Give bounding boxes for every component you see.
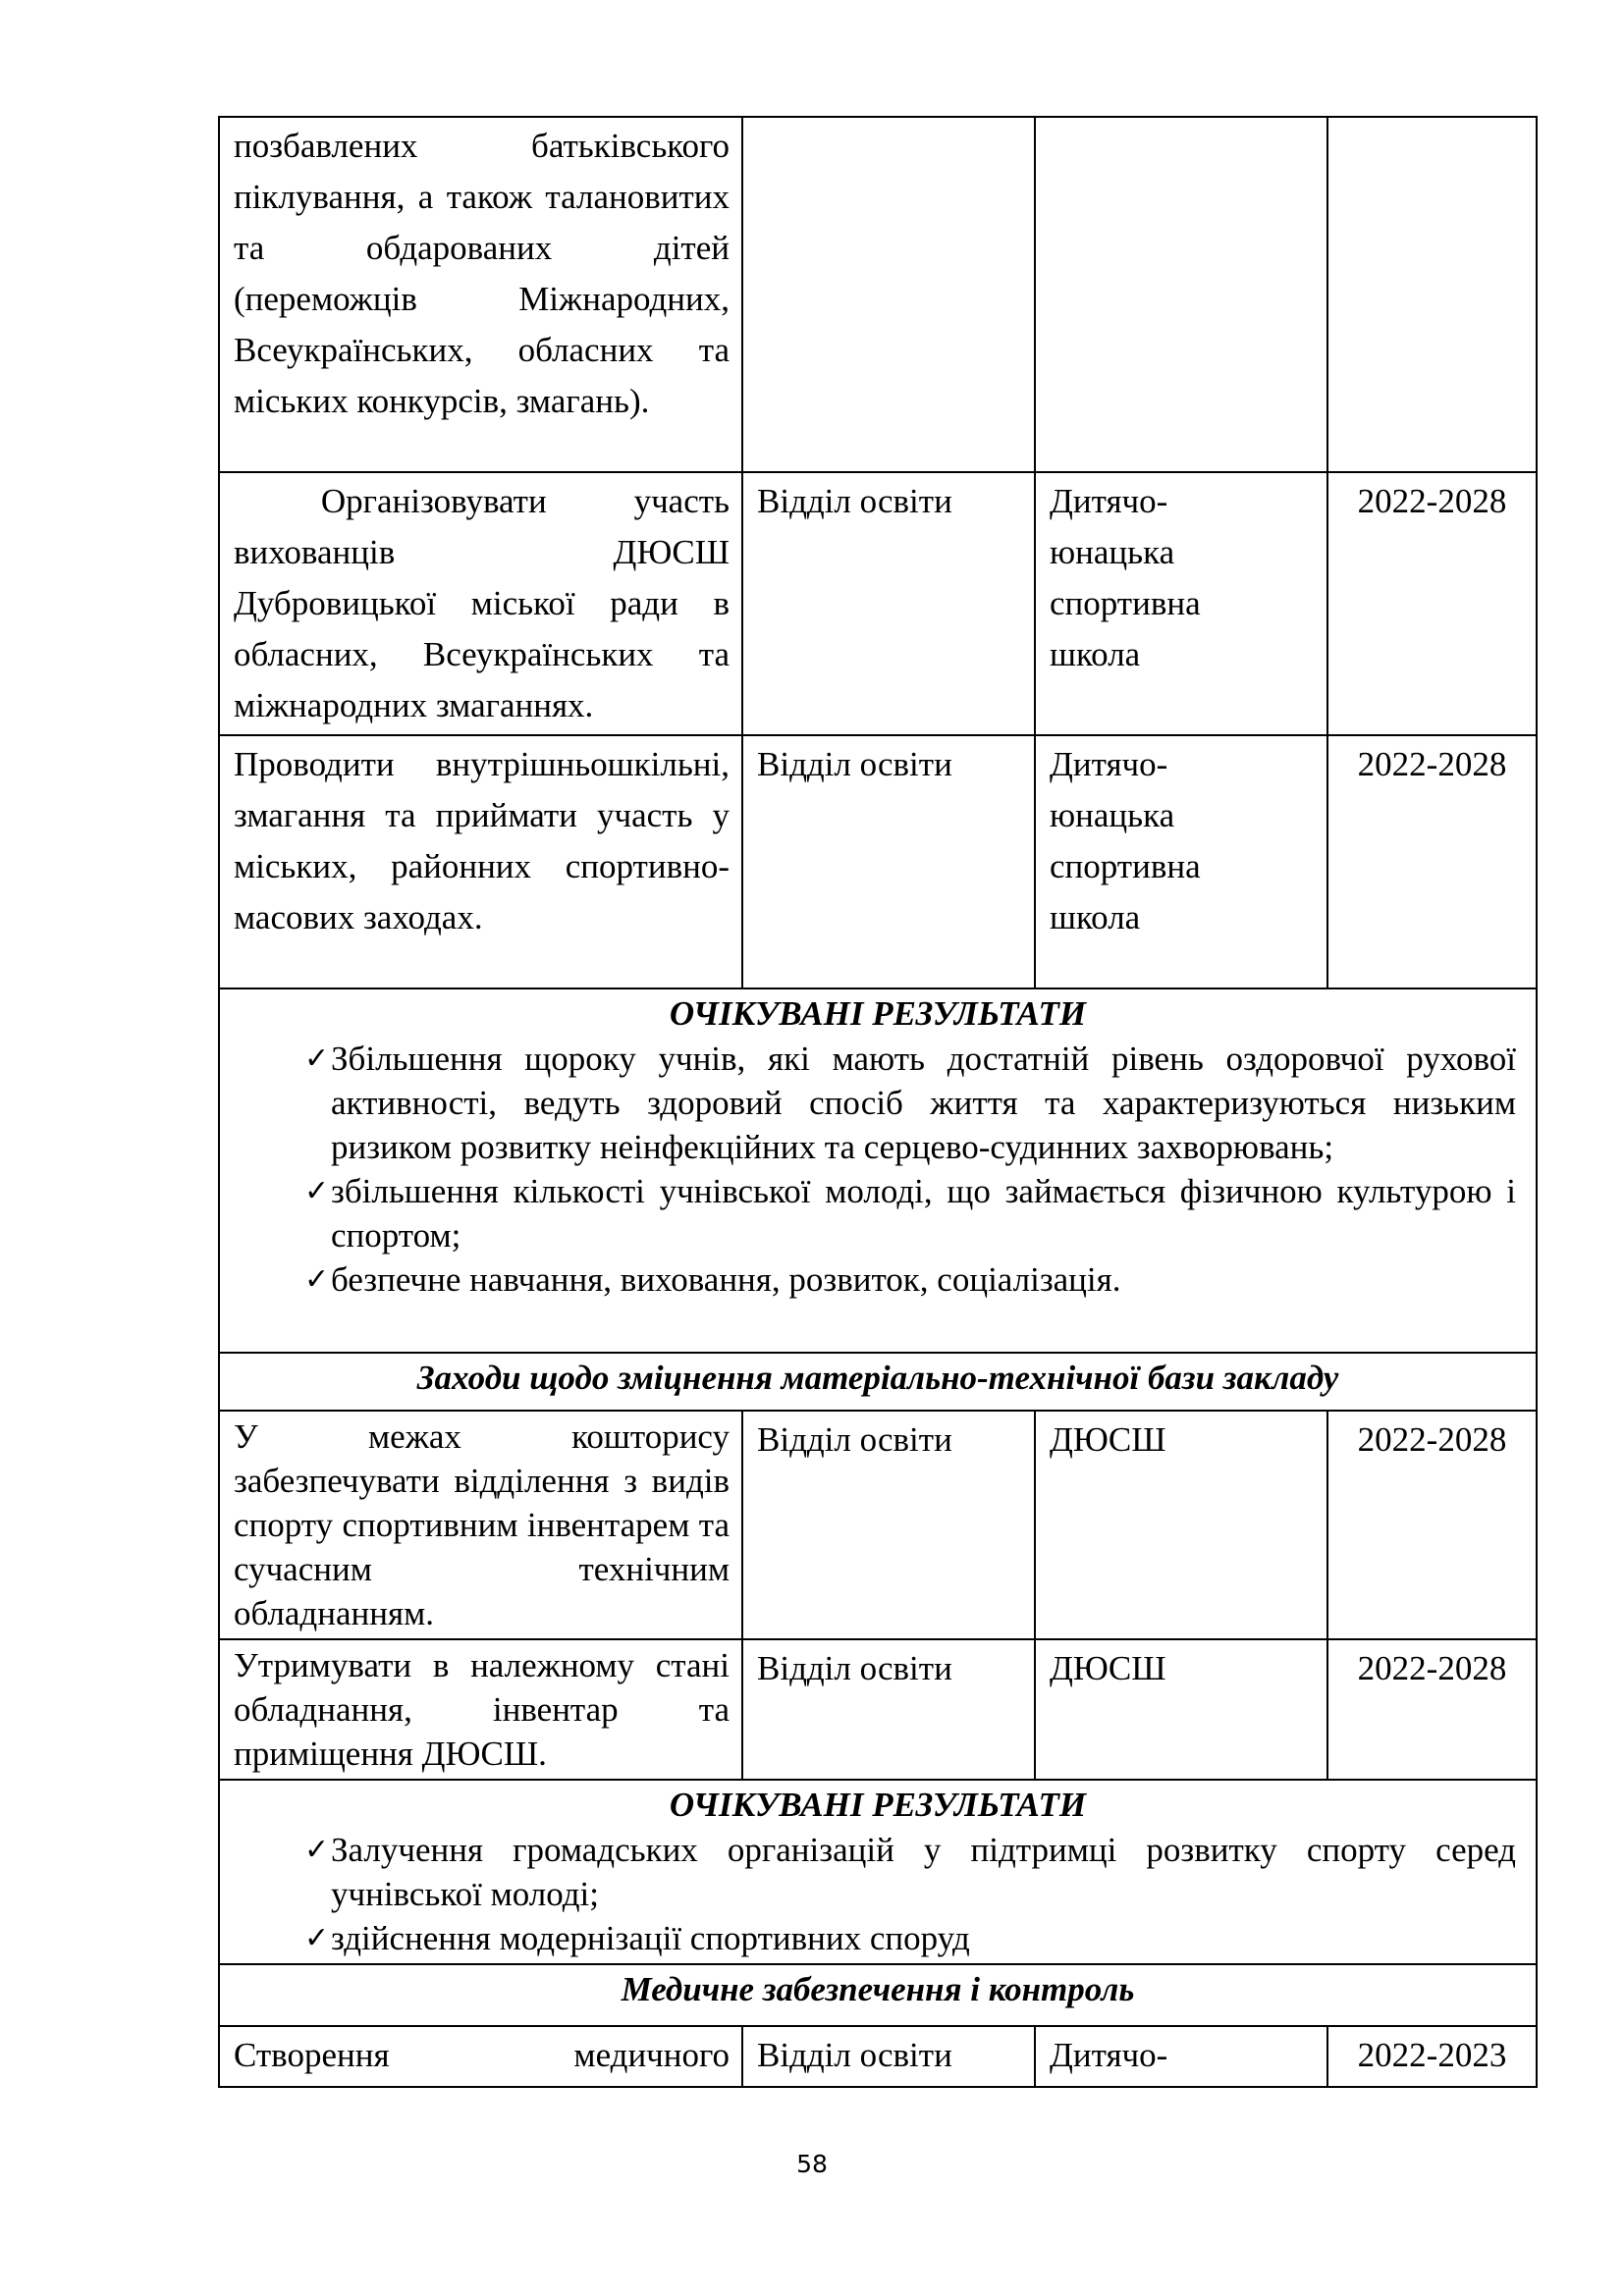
activity-cell: Проводити внутрішньошкільні, змагання та приймати участь у міських, районних спортивно-масових заходах. — [219, 735, 742, 988]
results-list — [240, 1037, 1516, 1304]
page-number: 58 — [796, 2150, 828, 2178]
list-item — [240, 1257, 1516, 1302]
term-cell: 2022-2028 — [1327, 472, 1537, 735]
activity-cell: Створення медичного — [219, 2026, 742, 2087]
term-cell — [1327, 117, 1537, 472]
checkmark-icon: ✓ — [304, 1262, 330, 1297]
checkmark-icon: ✓ — [304, 1833, 330, 1867]
list-item-text: збільшення кількості учнівської молоді, що займається фізичною культурою і спортом; — [331, 1172, 1516, 1255]
section-heading: Медичне забезпечення і контроль — [621, 1970, 1135, 2008]
activity-cell: Організовувати участь вихованців ДЮСШ Дубровицької міської ради в обласних, Всеукраїнських та міжнародних змаганнях. — [219, 472, 742, 735]
table-row — [219, 1639, 1537, 1780]
executor-cell: Дитячо-юнацька спортивна школа — [1035, 472, 1327, 735]
table-row — [219, 472, 1537, 735]
expected-results-row — [219, 988, 1537, 1353]
section-row — [219, 1353, 1537, 1411]
term-cell: 2022-2028 — [1327, 735, 1537, 988]
results-list — [240, 1828, 1516, 1962]
table-row — [219, 2026, 1537, 2087]
checkmark-icon: ✓ — [304, 1041, 330, 1076]
responsible-cell: Відділ освіти — [742, 2026, 1035, 2087]
responsible-cell: Відділ освіти — [742, 1411, 1035, 1639]
section-heading: Заходи щодо зміцнення матеріально-технічної бази закладу — [416, 1359, 1339, 1397]
executor-cell: Дитячо- — [1035, 2026, 1327, 2087]
table-row — [219, 735, 1537, 988]
responsible-cell: Відділ освіти — [742, 735, 1035, 988]
list-item-text: безпечне навчання, виховання, розвиток, соціалізація. — [331, 1260, 1121, 1299]
table-row — [219, 117, 1537, 472]
responsible-cell: Відділ освіти — [742, 472, 1035, 735]
activity-cell: Утримувати в належному стані обладнання, інвентар та приміщення ДЮСШ. — [219, 1639, 742, 1780]
responsible-cell — [742, 117, 1035, 472]
list-item — [240, 1169, 1516, 1257]
executor-cell: ДЮСШ — [1035, 1639, 1327, 1780]
executor-cell — [1035, 117, 1327, 472]
term-cell: 2022-2023 — [1327, 2026, 1537, 2087]
checkmark-icon: ✓ — [304, 1174, 330, 1208]
term-cell: 2022-2028 — [1327, 1411, 1537, 1639]
executor-cell: ДЮСШ — [1035, 1411, 1327, 1639]
section-row — [219, 1964, 1537, 2026]
list-item-text: здійснення модернізації спортивних споруд — [331, 1919, 970, 1957]
table-row — [219, 1411, 1537, 1639]
responsible-cell: Відділ освіти — [742, 1639, 1035, 1780]
list-item — [240, 1828, 1516, 1916]
expected-results-row — [219, 1780, 1537, 1964]
activity-cell: У межах кошторису забезпечувати відділення з видів спорту спортивним інвентарем та сучасним технічним обладнанням. — [219, 1411, 742, 1639]
activity-cell: позбавлених батьківського піклування, а також талановитих та обдарованих дітей (переможців Міжнародних, Всеукраїнських, обласних та міських конкурсів, змагань). — [219, 117, 742, 472]
checkmark-icon: ✓ — [304, 1921, 330, 1955]
executor-cell: Дитячо-юнацька спортивна школа — [1035, 735, 1327, 988]
list-item-text: Збільшення щороку учнів, які мають достатній рівень оздоровчої рухової активності, ведуть здоровий спосіб життя та характеризуються низьким ризиком розвитку неінфекційних та серцево-судинних захворювань; — [331, 1040, 1516, 1166]
term-cell: 2022-2028 — [1327, 1639, 1537, 1780]
list-item-text: Залучення громадських організацій у підтримці розвитку спорту серед учнівської молоді; — [331, 1831, 1516, 1913]
section-heading: ОЧІКУВАНІ РЕЗУЛЬТАТИ — [669, 994, 1087, 1033]
section-heading: ОЧІКУВАНІ РЕЗУЛЬТАТИ — [669, 1786, 1087, 1824]
list-item — [240, 1037, 1516, 1169]
measures-table — [218, 116, 1538, 2088]
list-item — [240, 1916, 1516, 1960]
